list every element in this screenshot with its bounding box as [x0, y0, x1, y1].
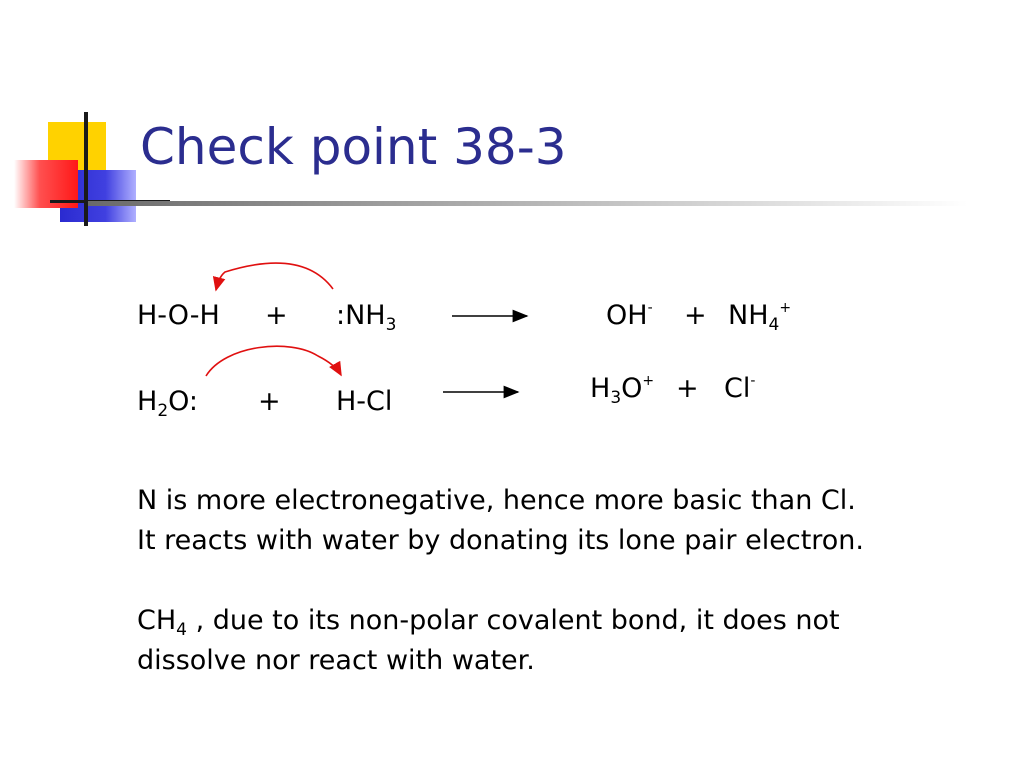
paragraph-1-line-1: N is more electronegative, hence more basic than Cl.	[137, 485, 856, 516]
page-title: Check point 38-3	[140, 118, 567, 176]
paragraph-1-line-2: It reacts with water by donating its lone pair electron.	[137, 525, 864, 556]
electron-arrow-2	[206, 346, 341, 376]
reaction1-plus2: +	[684, 300, 707, 331]
reaction2-product2: Cl-	[724, 373, 756, 404]
electron-arrow-1	[216, 263, 333, 290]
reaction1-plus1: +	[265, 300, 288, 331]
reaction2-plus2: +	[676, 373, 699, 404]
paragraph-1	[137, 481, 864, 561]
reaction2-plus1: +	[258, 386, 281, 417]
paragraph-2	[137, 601, 840, 681]
reaction2-reactant2: H-Cl	[336, 386, 393, 417]
reaction1-product1: OH-	[606, 300, 653, 331]
reaction1-reactant2: $:NH_3$	[336, 300, 397, 335]
reaction2-product1: $H_3O^+$	[590, 373, 655, 408]
reaction1-product2: $NH_4^+$	[728, 300, 792, 335]
paragraph-2-line-2: dissolve nor react with water.	[137, 645, 535, 676]
reaction2-reactant1: $H_2O$:	[137, 386, 199, 421]
reaction1-reactant1: H-O-H	[137, 300, 220, 331]
paragraph-2-line-1: $CH_4$ , due to its non-polar covalent bond, it does not	[137, 605, 840, 640]
